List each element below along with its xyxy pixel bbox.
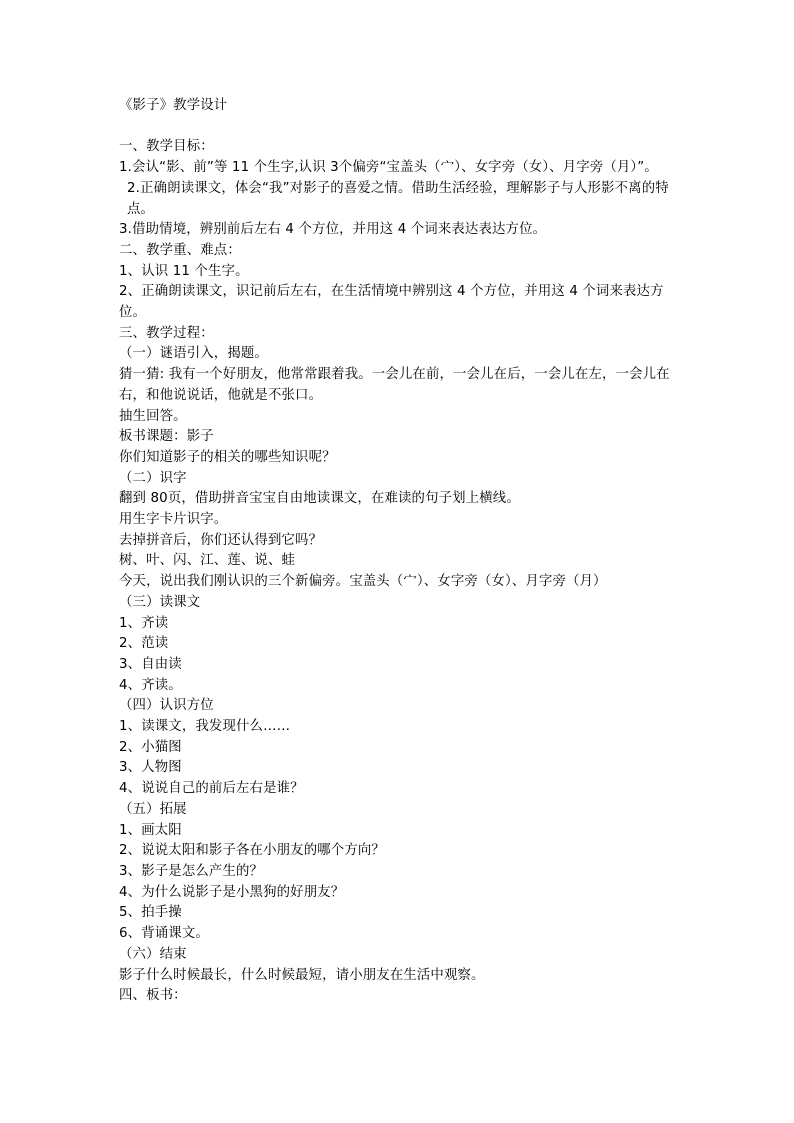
key-point-2: 2、正确朗读课文，识记前后左右，在生活情境中辨别这 4 个方位，并用这 4 个词来表达方位。 (119, 284, 664, 321)
list-item: 1、齐读 (119, 615, 169, 631)
list-item: 4、为什么说影子是小黑狗的好朋友？ (119, 884, 345, 900)
goal-item-2: 2.正确朗读课文，体会“我”对影子的喜爱之情。借助生活经验，理解影子与人形影不离的特点。 (127, 180, 669, 217)
process-line: 去掉拼音后，你们还认得到它吗？ (119, 532, 323, 548)
list-item: 1、读课文，我发现什么…… (119, 719, 291, 735)
list-item: 2、小猫图 (119, 739, 182, 755)
subsection-heading-ending: （六）结束 (119, 946, 187, 962)
process-line: 影子什么时候最长，什么时候最短，请小朋友在生活中观察。 (119, 967, 485, 983)
section-heading-key-points: 二、教学重、难点： (119, 242, 241, 258)
goal-item-3: 3.借助情境，辨别前后左右 4 个方位，并用这 4 个词来表达表达方位。 (119, 222, 547, 238)
list-item: 4、齐读。 (119, 677, 182, 693)
list-item: 5、拍手操 (119, 905, 182, 921)
list-item: 1、画太阳 (119, 822, 182, 838)
subsection-heading-extension: （五）拓展 (119, 801, 187, 817)
subsection-heading-riddle: （一）谜语引入，揭题。 (119, 346, 268, 362)
process-line: 抽生回答。 (119, 408, 187, 424)
list-item: 3、影子是怎么产生的？ (119, 864, 264, 879)
process-line: 用生字卡片识字。 (119, 512, 228, 528)
character-list: 树、叶、闪、江、莲、说、蛙 (119, 553, 296, 569)
key-point-1: 1、认识 11 个生字。 (119, 263, 249, 279)
process-line: 板书课题：影子 (119, 429, 214, 445)
list-item: 6、背诵课文。 (119, 926, 209, 942)
process-line: 翻到 80页，借助拼音宝宝自由地读课文，在难读的句子划上横线。 (119, 491, 520, 507)
subsection-heading-directions: （四）认识方位 (119, 698, 214, 714)
riddle-text: 猜一猜: 我有一个好朋友，他常常跟着我。一会儿在前，一会儿在后，一会儿在左，一会儿在右，和他说说话，他就是不张口。 (119, 367, 670, 403)
process-line: 今天，说出我们刚认识的三个新偏旁。宝盖头（宀）、女字旁（女）、月字旁（月） (119, 574, 607, 590)
goal-item-1: 1.会认“影、前”等 11 个生字,认识 3个偏旁“宝盖头（宀）、女字旁（女）、月字旁（月）”。 (119, 160, 658, 176)
list-item: 3、自由读 (119, 656, 182, 672)
list-item: 4、说说自己的前后左右是谁？ (119, 781, 304, 797)
document-body (119, 96, 679, 1007)
document-title: 《影子》教学设计 (119, 98, 228, 113)
list-item: 3、人物图 (119, 760, 182, 776)
section-heading-goals: 一、教学目标： (119, 139, 214, 155)
list-item: 2、范读 (119, 636, 169, 652)
list-item: 2、说说太阳和影子各在小朋友的哪个方向？ (119, 843, 385, 859)
section-heading-process: 三、教学过程： (119, 325, 214, 341)
subsection-heading-characters: （二）识字 (119, 470, 187, 486)
process-line: 你们知道影子的相关的哪些知识呢？ (119, 449, 336, 465)
subsection-heading-reading: （三）读课文 (119, 594, 201, 610)
section-heading-board: 四、板书： (119, 988, 187, 1004)
